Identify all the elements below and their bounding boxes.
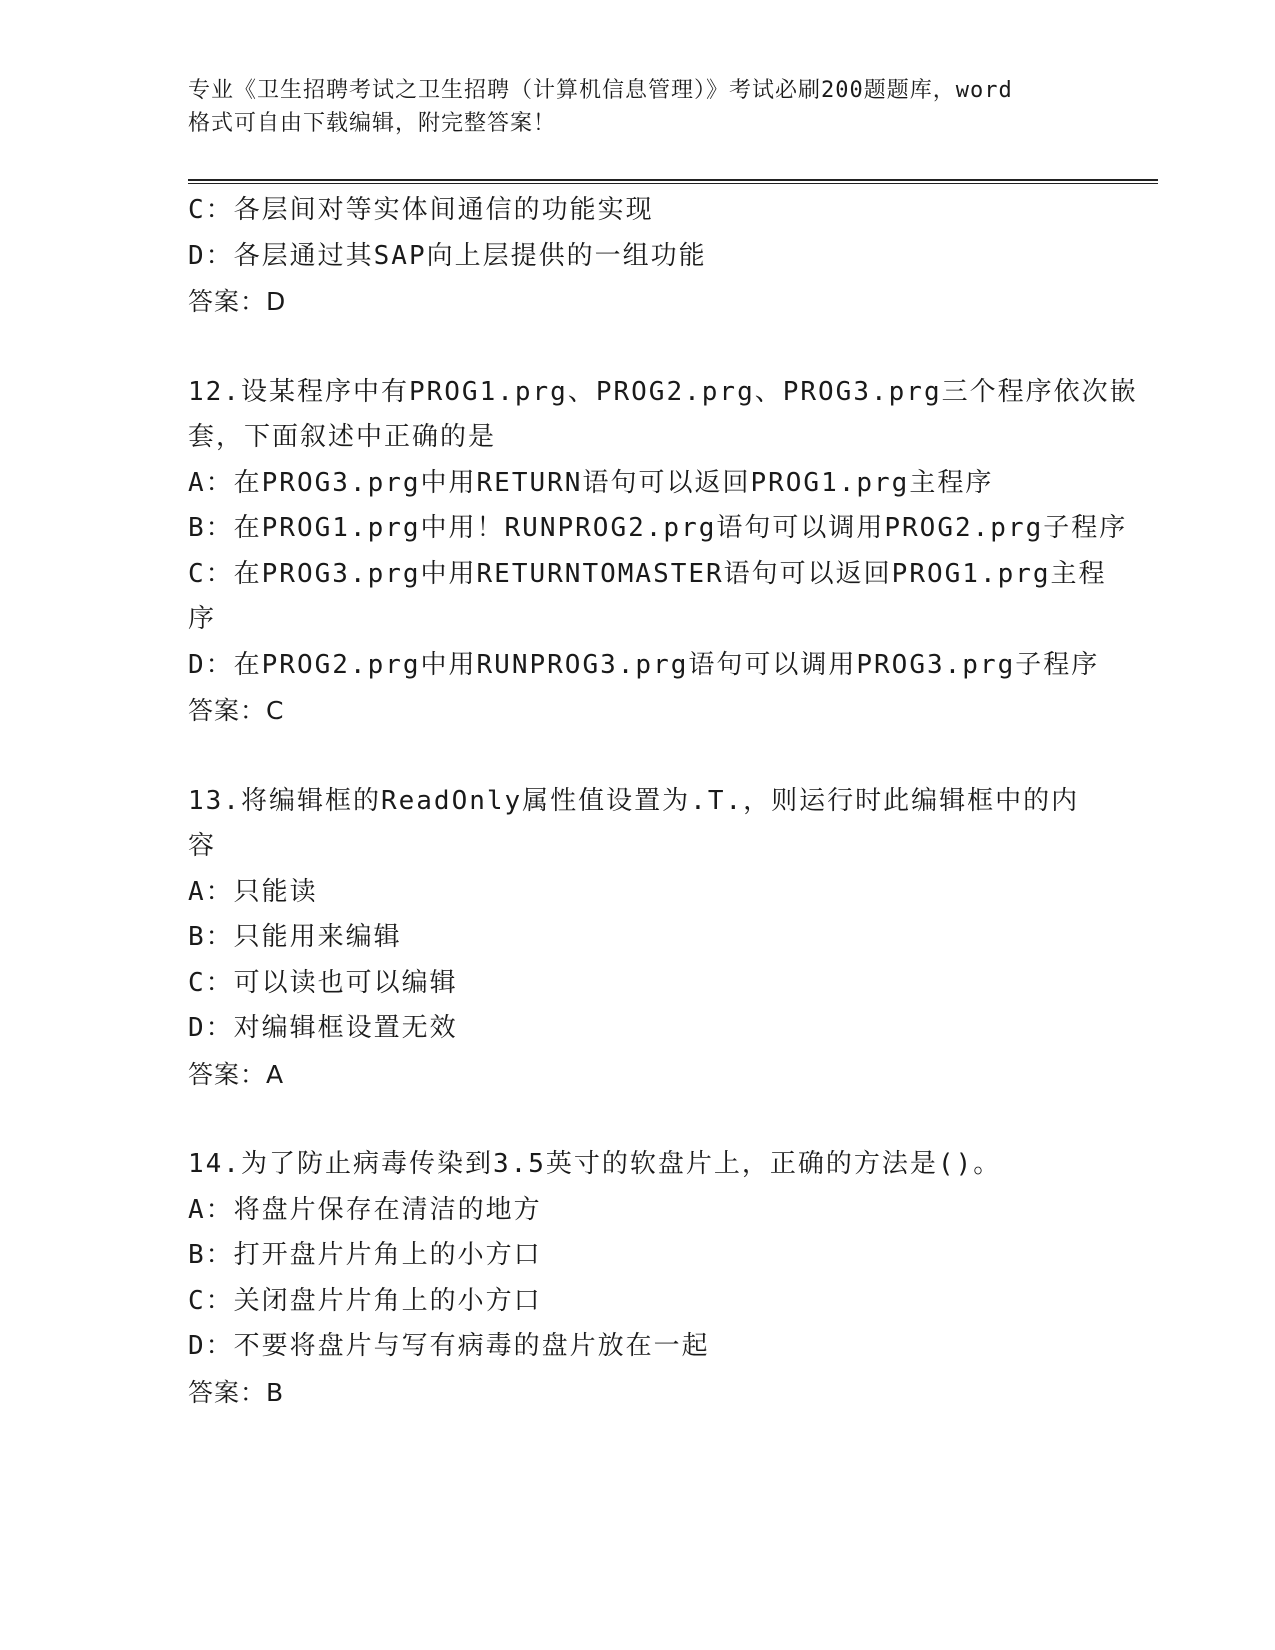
answer: 答案：B: [188, 1377, 285, 1407]
option-b: B：在PROG1.prg中用！RUNPROG2.prg语句可以调用PROG2.prg子程序: [188, 513, 1128, 543]
header-title-line-1: 专业《卫生招聘考试之卫生招聘（计算机信息管理）》考试必刷200题题库，word: [188, 78, 1013, 103]
header-title-line-2: 格式可自由下载编辑，附完整答案！: [188, 111, 557, 136]
option-c: C：在PROG3.prg中用RETURNTOMASTER语句可以返回PROG1.prg主程: [188, 558, 1107, 589]
option-c: C：各层间对等实体间通信的功能实现: [188, 195, 654, 225]
question-stem-line: 容: [188, 831, 217, 861]
option-c-continued: 序: [188, 604, 217, 634]
option-a: A：只能读: [188, 876, 318, 907]
option-a: A：在PROG3.prg中用RETURN语句可以返回PROG1.prg主程序: [188, 467, 994, 498]
answer: 答案：D: [188, 287, 287, 316]
question-12: [188, 370, 1138, 734]
answer: 答案：A: [188, 1059, 285, 1089]
option-a: A：将盘片保存在清洁的地方: [188, 1194, 542, 1225]
option-c: C：可以读也可以编辑: [188, 967, 458, 998]
option-b: B：打开盘片片角上的小方口: [188, 1240, 542, 1270]
question-stem-line: 14.为了防止病毒传染到3.5英寸的软盘片上，正确的方法是()。: [188, 1149, 1002, 1179]
answer: 答案：C: [188, 696, 285, 725]
option-c: C：关闭盘片片角上的小方口: [188, 1285, 542, 1316]
spacer: [188, 734, 1088, 779]
option-b: B：只能用来编辑: [188, 922, 402, 952]
question-stem-line: 13.将编辑框的ReadOnly属性值设置为.T.，则运行时此编辑框中的内: [188, 785, 1080, 816]
option-d: D：不要将盘片与写有病毒的盘片放在一起: [188, 1331, 710, 1361]
document-header: [188, 74, 1088, 140]
question-stem-line: 12.设某程序中有PROG1.prg、PROG2.prg、PROG3.prg三个程序依次嵌: [188, 376, 1138, 407]
document-body: [188, 188, 1138, 1415]
spacer: [188, 1097, 1088, 1142]
question-stem-line: 套，下面叙述中正确的是: [188, 422, 497, 452]
header-divider: [188, 179, 1158, 184]
question-13: [188, 779, 1088, 1098]
question-11-continued: [188, 188, 1088, 325]
question-14: [188, 1142, 1088, 1415]
option-d: D：对编辑框设置无效: [188, 1013, 458, 1043]
spacer: [188, 325, 1088, 370]
option-d: D：各层通过其SAP向上层提供的一组功能: [188, 240, 707, 271]
option-d: D：在PROG2.prg中用RUNPROG3.prg语句可以调用PROG3.prg子程序: [188, 649, 1100, 680]
